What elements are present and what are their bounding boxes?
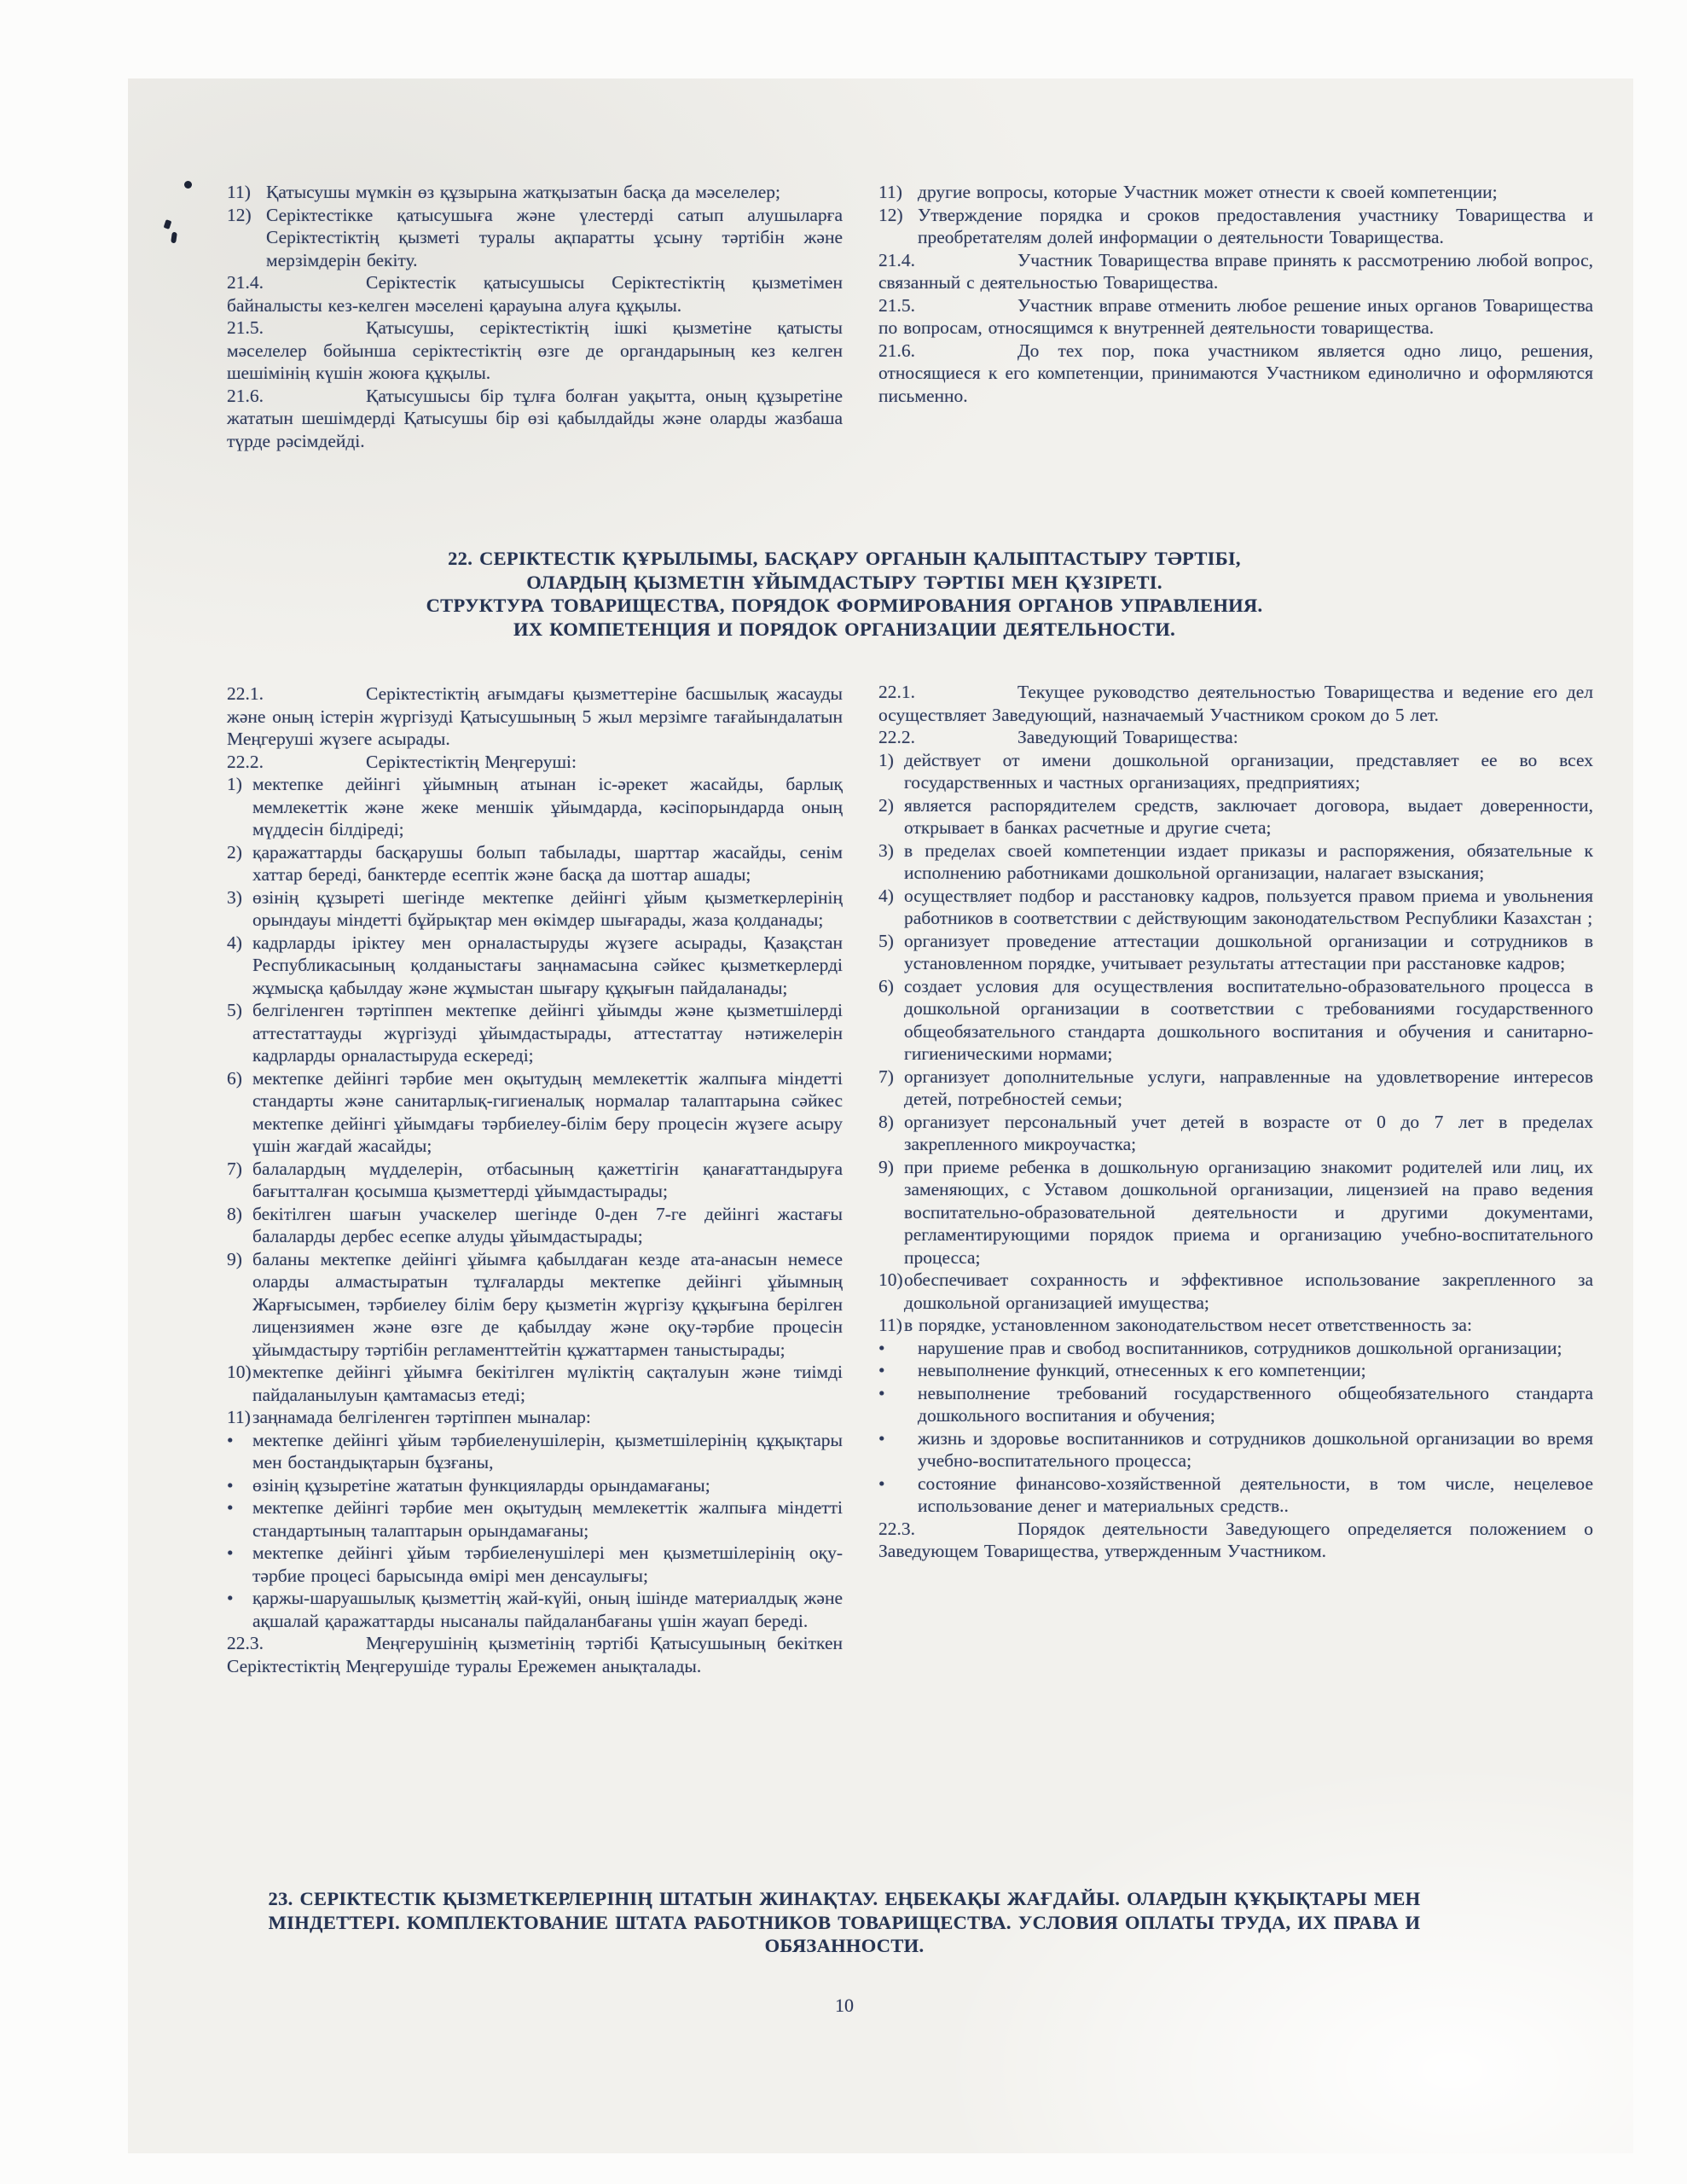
item-text: белгіленген тәртіппен мектепке дейінгі ұйымды және қызметшілерді аттестаттауды жүргізуді ұйымдастырады, аттестаттау нәтижелерін кадрларды орналастыруда ескереді; [252,1000,843,1066]
clause-text: До тех пор, пока участником является одно лицо, решения, относящиеся к его компетенции, принимаются Участником единолично и оформляются письменно. [878,340,1593,406]
item-number: 5) [227,1000,242,1020]
clause-22-2-ru [878,726,1593,749]
clause-text: Участник Товарищества вправе принять к рассмотрению любой вопрос, связанный с деятельностью Товарищества. [878,249,1593,293]
item-text: қаражаттарды басқарушы болып табылады, шарттар жасайды, сенім хаттар береді, банктерде есептік және басқа да шоттар ашады; [252,841,843,885]
numbered-item [878,839,1593,885]
item-number: 12) [878,204,903,225]
item-text: организует персональный учет детей в возрасте от 0 до 7 лет в пределах закрепленного микроучастка; [904,1111,1593,1154]
numbered-item [227,1203,843,1248]
list-item-11-kz [227,181,843,204]
clause-text: Участник вправе отменить любое решение иных органов Товарищества по вопросам, относящимся к внутренней деятельности товарищества. [878,294,1593,338]
item-number: 11) [227,182,251,202]
item-text: өзінің құзыретіне жататын функцияларды орындамағаны; [252,1474,710,1496]
bullet-item [878,1359,1593,1382]
item-number: 8) [227,1203,242,1224]
item-text: Серіктестікке қатысушыға және үлестерді сатып алушыларға Серіктестіктің қызметі туралы ақпаратты ұсыну тәртібін және мерзімдерін бекіту. [266,204,843,270]
list-item-12-kz [227,204,843,272]
item-text: организует дополнительные услуги, направленные на удовлетворение интересов детей, потребностей семьи; [904,1066,1593,1109]
item-text: мектепке дейінгі тәрбие мен оқытудың мемлекеттік жалпыға міндетті стандарты және санитарлық-гигиеналық нормалар талаптарына сәйкес мектепке дейінгі ұйымдағы тәрбиелеу-білім беру процесін жүзеге асыру үшін жағдай жасайды; [252,1067,843,1156]
item-number: 11) [227,1407,251,1427]
clause-number: 21.5. [227,317,264,338]
clause-22-3-ru [878,1518,1593,1563]
item-number: 5) [878,930,894,951]
clause-text: Серіктестіктің ағымдағы қызметтеріне басшылық жасауды және оның істерін жүргізуді Қатысушының 5 жыл мерзімге тағайындалатын Меңгеруші жүзеге асырады. [227,683,843,749]
bullet-item [227,1587,843,1632]
item-number: 7) [878,1066,894,1087]
heading-line: ИХ КОМПЕТЕНЦИЯ И ПОРЯДОК ОРГАНИЗАЦИИ ДЕЯТЕЛЬНОСТИ. [513,618,1176,640]
item-number: 8) [878,1111,894,1132]
list-item-12-ru [878,204,1593,249]
clause-22-1-ru [878,681,1593,726]
numbered-item [227,1248,843,1362]
bullet-item [878,1382,1593,1427]
item-text: нарушение прав и свобод воспитанников, сотрудников дошкольной организации; [918,1337,1562,1358]
item-number: 11) [878,1315,902,1335]
clause-number: 22.2. [878,727,915,747]
item-number: 12) [227,204,252,225]
clause-number: 21.5. [878,294,915,316]
bullet-item [227,1496,843,1542]
section-22-heading [175,547,1514,641]
item-text: невыполнение функций, отнесенных к его компетенции; [918,1360,1366,1380]
bullet-item [227,1474,843,1497]
numbered-item [878,794,1593,839]
numbered-item [227,1406,843,1429]
item-text: в порядке, установленном законодательством несет ответственность за: [904,1315,1472,1335]
numbered-item [227,1067,843,1158]
item-text: организует проведение аттестации дошкольной организации и сотрудников в установленном порядке, учитывает результаты аттестации при расстановке кадров; [904,930,1593,973]
item-number: 1) [227,774,242,794]
item-number: 10) [878,1269,903,1290]
item-number: 2) [227,841,242,863]
item-text: Утверждение порядка и сроков предоставления участнику Товарищества и преобретателям долей информации о деятельности Товарищества. [918,204,1593,247]
item-text: заңнамада белгіленген тәртіппен мыналар: [252,1407,591,1427]
item-text: мектепке дейінгі ұйымға бекітілген мүліктің сақталуын және тиімді пайдаланылуын қамтамасыз етеді; [252,1362,843,1405]
item-number: 9) [227,1248,242,1269]
numbered-item [227,932,843,1000]
numbered-item [227,1361,843,1406]
numbered-item [227,1158,843,1203]
bullet-icon: • [227,1588,234,1608]
clause-text: Серіктестік қатысушысы Серіктестіктің қызметімен байналысты кез-келген мәселені қарауына алуға құқылы. [227,272,843,316]
item-number: 1) [878,749,894,770]
clause-text: Серіктестіктің Меңгеруші: [366,751,577,772]
scan-speck [184,181,192,189]
clause-number: 22.2. [227,751,264,772]
item-text: является распорядителем средств, заключает договора, выдает доверенности, открывает в банках расчетные и другие счета; [904,794,1593,838]
bullet-item [227,1429,843,1474]
heading-line: СТРУКТУРА ТОВАРИЩЕСТВА, ПОРЯДОК ФОРМИРОВАНИЯ ОРГАНОВ УПРАВЛЕНИЯ. [426,595,1263,616]
clause-number: 22.1. [227,683,264,704]
bullet-item [878,1427,1593,1472]
bullet-icon: • [878,1360,885,1380]
clause-text: Порядок деятельности Заведующего определяется положением о Заведующем Товарищества, утвержденным Участником. [878,1518,1593,1561]
clause-text: Қатысушысы бір тұлға болған уақытта, оның құзыретіне жататын шешімдерді Қатысушы бір өзі қабылдайды және оларды жазбаша түрде рәсімдейді. [227,385,843,451]
numbered-item [878,930,1593,975]
clause-22-3-kz [227,1632,843,1677]
numbered-item [878,1156,1593,1269]
clause-text: Қатысушы, серіктестіктің ішкі қызметіне қатысты мәселелер бойынша серіктестіктің өзге де органдарының кез келген шешімінің күшін жоюға құқылы. [227,317,843,383]
clause-text: Текущее руководство деятельностью Товарищества и ведение его дел осуществляет Заведующий, назначаемый Участником сроком до 5 лет. [878,682,1593,725]
item-text: бекітілген шағын учаскелер шегінде 0-ден 7-ге дейінгі жастағы балаларды дербес есепке алуды ұйымдастырады; [252,1203,843,1246]
bullet-icon: • [227,1474,234,1496]
numbered-item [878,885,1593,930]
item-number: 6) [878,975,894,996]
item-text: действует от имени дошкольной организации, представляет ее во всех государственных и частных организациях, предприятиях; [904,749,1593,793]
item-number: 3) [878,839,894,861]
section-23-heading [175,1887,1514,1958]
bullet-icon: • [878,1382,885,1403]
clause-number: 22.3. [878,1518,915,1539]
clause-21-6-kz [227,385,843,453]
clause-text: Меңгерушінің қызметінің тәртібі Қатысушының бекіткен Серіктестіктің Меңгерушіде туралы Ережемен анықталады. [227,1633,843,1676]
item-text: другие вопросы, которые Участник может отнести к своей компетенции; [918,182,1498,202]
clause-21-5-kz [227,317,843,385]
numbered-item [227,999,843,1067]
bullet-icon: • [227,1429,234,1450]
clause-22-2-kz [227,751,843,774]
numbered-item [878,1269,1593,1314]
item-text: обеспечивает сохранность и эффективное использование закрепленного за дошкольной организацией имущества; [904,1269,1593,1313]
clause-number: 21.4. [878,249,915,270]
numbered-item [878,975,1593,1066]
item-number: 4) [227,932,242,953]
clause-number: 21.4. [227,272,264,293]
item-text: балалардың мүдделерін, отбасының қажеттігін қанағаттандыруға бағытталған қосымша қызметтерді ұйымдастырады; [252,1158,843,1201]
item-number: 10) [227,1362,252,1382]
item-number: 11) [878,182,902,202]
item-number: 2) [878,794,894,816]
bullet-icon: • [878,1337,885,1358]
heading-line: МІНДЕТТЕРІ. КОМПЛЕКТОВАНИЕ ШТАТА РАБОТНИКОВ ТОВАРИЩЕСТВА. УСЛОВИЯ ОПЛАТЫ ТРУДА, ИХ ПРАВА И [268,1911,1421,1933]
clause-number: 21.6. [227,385,264,406]
clause-22-1-kz [227,682,843,751]
bullet-icon: • [227,1542,234,1563]
clause-number: 22.1. [878,682,915,702]
item-number: 7) [227,1158,242,1179]
list-item-11-ru [878,181,1593,204]
bullet-icon: • [878,1427,885,1449]
item-text: қаржы-шаруашылық қызметтің жай-күйі, оның ішінде материалдық және ақшалай қаражаттарды нысаналы пайдаланбағаны үшін жауап береді. [252,1588,843,1631]
clause-21-4-kz [227,271,843,317]
clause-21-4-ru [878,249,1593,294]
clause-text: Заведующий Товарищества: [1017,727,1238,747]
item-text: кадрларды іріктеу мен орналастыруды жүзеге асырады, Қазақстан Республикасының қолданыстағы заңнамасына сәйкес қызметкерлерді жұмысқа қабылдау және жұмыстан шығару құқығын пайдаланады; [252,932,843,998]
item-text: при приеме ребенка в дошкольную организацию знакомит родителей или лиц, их заменяющих, с Уставом дошкольной организации, лицензией на право ведения воспитательно-образовательной деятельности и другими документами, регламентирующими порядок приема и организацию учебно-воспитательного процесса; [904,1156,1593,1268]
heading-line: 22. СЕРІКТЕСТІК ҚҰРЫЛЫМЫ, БАСҚАРУ ОРГАНЫН ҚАЛЫПТАСТЫРУ ТӘРТІБІ, [448,548,1241,569]
item-number: 4) [878,885,894,906]
bullet-icon: • [878,1472,885,1494]
heading-line: ОЛАРДЫҢ ҚЫЗМЕТІН ҰЙЫМДАСТЫРУ ТӘРТІБІ МЕН ҚҰЗІРЕТІ. [526,571,1162,593]
left-column-main-block [227,682,843,1677]
numbered-item [878,1066,1593,1111]
item-number: 9) [878,1156,894,1177]
item-number: 3) [227,886,242,908]
clause-number: 22.3. [227,1633,264,1653]
item-text: баланы мектепке дейінгі ұйымға қабылдаған кезде ата-анасын немесе оларды алмастыратын тұлғаларды мектепке дейінгі ұйымның Жарғысымен, тәрбиелеу білім беру қызметін жүргізу құқығына берілген лицензиямен және өзге де қабылдау және оқу-тәрбие процесін ұйымдастыру тәртібін регламенттейтін құжаттармен таныстырады; [252,1248,843,1360]
bullet-icon: • [227,1497,234,1518]
right-column-main-block [878,681,1593,1563]
item-text: мектепке дейінгі ұйым тәрбиеленушілері мен қызметшілерінің оқу-тәрбие процесі барысында өмірі мен денсаулығы; [252,1542,843,1586]
item-text: мектепке дейінгі ұйым тәрбиеленушілерін, қызметшілерінің құқықтары мен бостандықтарын бұзғаны, [252,1429,843,1472]
bullet-item [878,1337,1593,1360]
clause-21-6-ru [878,340,1593,408]
item-text: создает условия для осуществления воспитательно-образовательного процесса в дошкольной организации в соответствии с требованиями государственного общеобязательного стандарта дошкольного воспитания и обучения и санитарно-гигиеническими нормами; [904,975,1593,1064]
numbered-item [227,841,843,886]
heading-line: ОБЯЗАННОСТИ. [764,1935,925,1956]
clause-21-5-ru [878,294,1593,340]
numbered-item [227,773,843,841]
item-text: мектепке дейінгі ұйымның атынан іс-әрекет жасайды, барлық мемлекеттік және жеке меншік ұйымдарда, кәсіпорындарда оның мүддесін білдіреді; [252,774,843,839]
numbered-item [878,749,1593,794]
numbered-item [878,1111,1593,1156]
heading-line: 23. СЕРІКТЕСТІК ҚЫЗМЕТКЕРЛЕРІНІҢ ШТАТЫН ЖИНАҚТАУ. ЕҢБЕКАҚЫ ЖАҒДАЙЫ. ОЛАРДЫН ҚҰҚЫҚТАРЫ МЕН [268,1888,1421,1909]
bullet-item [878,1472,1593,1518]
item-text: Қатысушы мүмкін өз құзырына жатқызатын басқа да мәселелер; [266,182,781,202]
item-text: в пределах своей компетенции издает приказы и распоряжения, обязательные к исполнению работниками дошкольной организации, налагает взыскания; [904,839,1593,883]
page-number: 10 [835,1995,854,2016]
bullet-item [227,1542,843,1587]
item-number: 6) [227,1067,242,1089]
numbered-item [227,886,843,932]
right-column-top-block [878,181,1593,407]
item-text: жизнь и здоровье воспитанников и сотрудников дошкольной организации во время учебно-воспитательного процесса; [918,1427,1593,1471]
clause-number: 21.6. [878,340,915,361]
item-text: состояние финансово-хозяйственной деятельности, в том числе, нецелевое использование денег и материальных средств.. [918,1472,1593,1516]
item-text: невыполнение требований государственного общеобязательного стандарта дошкольного воспитания и обучения; [918,1382,1593,1426]
item-text: өзінің құзыреті шегінде мектепке дейінгі ұйым қызметкерлерінің орындауы міндетті бұйрықтар мен өкімдер шығарады, жаза қолданады; [252,886,843,930]
item-text: мектепке дейінгі тәрбие мен оқытудың мемлекеттік жалпыға міндетті стандартының талаптарын орындамағаны; [252,1497,843,1541]
item-text: осуществляет подбор и расстановку кадров, пользуется правом приема и увольнения работников в соответствии с действующим законодательством Республики Казахстан ; [904,885,1593,928]
numbered-item [878,1314,1593,1337]
left-column-top-block [227,181,843,452]
